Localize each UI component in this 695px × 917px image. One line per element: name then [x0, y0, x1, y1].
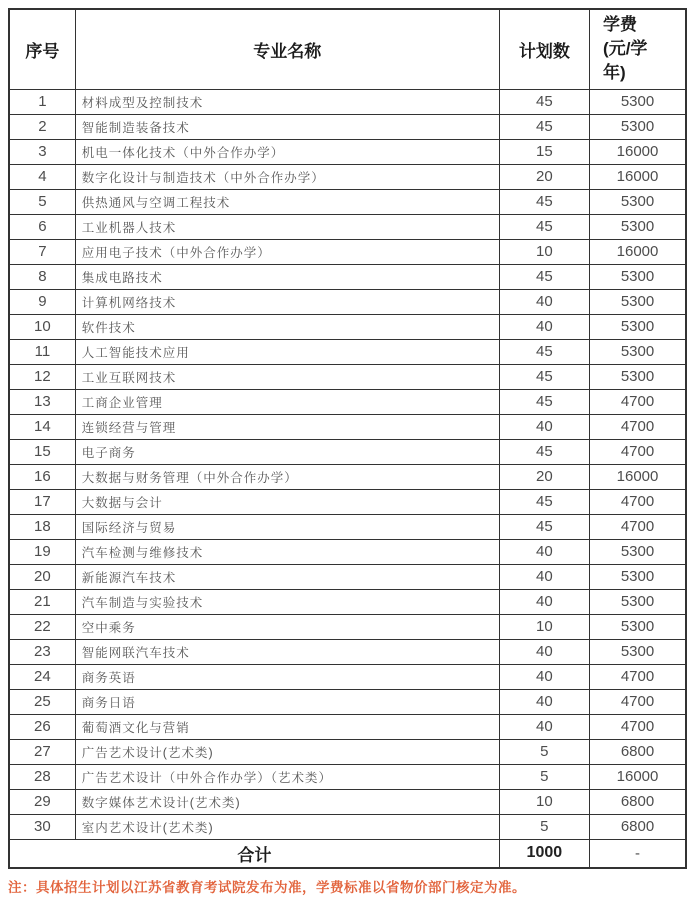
- row-index: 13: [9, 389, 75, 414]
- table-row: [9, 714, 686, 739]
- row-major: 电子商务: [75, 439, 499, 464]
- row-plan: 45: [499, 439, 589, 464]
- row-index: 27: [9, 739, 75, 764]
- row-major: 汽车检测与维修技术: [75, 539, 499, 564]
- row-major: 葡萄酒文化与营销: [75, 714, 499, 739]
- row-major: 空中乘务: [75, 614, 499, 639]
- row-fee: 5300: [590, 264, 686, 289]
- row-fee: 16000: [590, 464, 686, 489]
- row-index: 11: [9, 339, 75, 364]
- row-major: 数字化设计与制造技术（中外合作办学）: [75, 164, 499, 189]
- row-fee: 5300: [590, 114, 686, 139]
- row-index: 10: [9, 314, 75, 339]
- row-major: 集成电路技术: [75, 264, 499, 289]
- row-index: 29: [9, 789, 75, 814]
- row-index: 18: [9, 514, 75, 539]
- row-major: 机电一体化技术（中外合作办学）: [75, 139, 499, 164]
- row-plan: 10: [499, 614, 589, 639]
- table-row: [9, 814, 686, 839]
- row-plan: 40: [499, 539, 589, 564]
- row-plan: 20: [499, 164, 589, 189]
- row-plan: 45: [499, 264, 589, 289]
- table-row: [9, 214, 686, 239]
- table-row: [9, 339, 686, 364]
- row-major: 连锁经营与管理: [75, 414, 499, 439]
- row-major: 人工智能技术应用: [75, 339, 499, 364]
- row-major: 工业互联网技术: [75, 364, 499, 389]
- table-row: [9, 264, 686, 289]
- table-row: [9, 164, 686, 189]
- table-row: [9, 239, 686, 264]
- row-major: 商务英语: [75, 664, 499, 689]
- row-index: 6: [9, 214, 75, 239]
- table-row: [9, 414, 686, 439]
- row-fee: 5300: [590, 89, 686, 114]
- table-row: [9, 89, 686, 114]
- col-header-fee: [590, 9, 686, 89]
- row-fee: 6800: [590, 739, 686, 764]
- table-row: [9, 789, 686, 814]
- row-major: 汽车制造与实验技术: [75, 589, 499, 614]
- row-fee: 4700: [590, 689, 686, 714]
- table-row: [9, 764, 686, 789]
- row-index: 12: [9, 364, 75, 389]
- table-row: [9, 389, 686, 414]
- row-plan: 15: [499, 139, 589, 164]
- row-major: 广告艺术设计(艺术类): [75, 739, 499, 764]
- total-plan-value: 1000: [499, 839, 589, 868]
- row-major: 智能制造装备技术: [75, 114, 499, 139]
- row-index: 25: [9, 689, 75, 714]
- row-plan: 10: [499, 239, 589, 264]
- row-fee: 5300: [590, 614, 686, 639]
- row-major: 大数据与会计: [75, 489, 499, 514]
- row-fee: 5300: [590, 314, 686, 339]
- row-index: 24: [9, 664, 75, 689]
- row-index: 3: [9, 139, 75, 164]
- row-index: 4: [9, 164, 75, 189]
- row-plan: 40: [499, 589, 589, 614]
- row-plan: 5: [499, 764, 589, 789]
- row-index: 17: [9, 489, 75, 514]
- row-index: 15: [9, 439, 75, 464]
- row-fee: 16000: [590, 239, 686, 264]
- row-fee: 6800: [590, 814, 686, 839]
- row-fee: 16000: [590, 764, 686, 789]
- fee-header-line: 年): [603, 63, 626, 83]
- row-fee: 4700: [590, 664, 686, 689]
- row-fee: 4700: [590, 439, 686, 464]
- admission-plan-table: [8, 8, 687, 869]
- fee-header-line: 学费: [603, 15, 638, 35]
- row-plan: 40: [499, 289, 589, 314]
- row-fee: 5300: [590, 189, 686, 214]
- row-plan: 45: [499, 389, 589, 414]
- row-index: 30: [9, 814, 75, 839]
- footnote: 注：具体招生计划以江苏省教育考试院发布为准，学费标准以省物价部门核定为准。: [8, 880, 526, 895]
- row-plan: 40: [499, 564, 589, 589]
- row-plan: 45: [499, 489, 589, 514]
- row-index: 2: [9, 114, 75, 139]
- row-plan: 45: [499, 89, 589, 114]
- row-plan: 5: [499, 739, 589, 764]
- row-fee: 16000: [590, 164, 686, 189]
- row-major: 国际经济与贸易: [75, 514, 499, 539]
- row-major: 广告艺术设计（中外合作办学）（艺术类）: [75, 764, 499, 789]
- row-fee: 16000: [590, 139, 686, 164]
- fee-header-line: (元/学: [603, 39, 648, 59]
- table-row: [9, 489, 686, 514]
- row-index: 22: [9, 614, 75, 639]
- table-row: [9, 739, 686, 764]
- row-index: 26: [9, 714, 75, 739]
- table-row: [9, 114, 686, 139]
- row-fee: 4700: [590, 489, 686, 514]
- row-plan: 45: [499, 514, 589, 539]
- table-row: [9, 314, 686, 339]
- row-fee: 6800: [590, 789, 686, 814]
- total-fee-value: -: [590, 839, 686, 868]
- row-index: 20: [9, 564, 75, 589]
- row-index: 5: [9, 189, 75, 214]
- table-row: [9, 514, 686, 539]
- total-row: [9, 839, 686, 868]
- row-major: 商务日语: [75, 689, 499, 714]
- table-row: [9, 664, 686, 689]
- row-plan: 40: [499, 314, 589, 339]
- table-row: [9, 539, 686, 564]
- row-index: 7: [9, 239, 75, 264]
- table-row: [9, 189, 686, 214]
- row-major: 工业机器人技术: [75, 214, 499, 239]
- table-row: [9, 464, 686, 489]
- row-plan: 45: [499, 114, 589, 139]
- header-row: [9, 9, 686, 89]
- table-row: [9, 589, 686, 614]
- row-index: 8: [9, 264, 75, 289]
- row-fee: 4700: [590, 514, 686, 539]
- row-plan: 40: [499, 714, 589, 739]
- row-major: 新能源汽车技术: [75, 564, 499, 589]
- row-index: 19: [9, 539, 75, 564]
- row-fee: 5300: [590, 364, 686, 389]
- row-major: 智能网联汽车技术: [75, 639, 499, 664]
- row-plan: 40: [499, 689, 589, 714]
- row-plan: 40: [499, 414, 589, 439]
- table-row: [9, 439, 686, 464]
- table-row: [9, 364, 686, 389]
- col-header-index: 序号: [9, 9, 75, 89]
- row-index: 16: [9, 464, 75, 489]
- col-header-plan: 计划数: [499, 9, 589, 89]
- table-row: [9, 564, 686, 589]
- col-header-major: 专业名称: [75, 9, 499, 89]
- row-index: 28: [9, 764, 75, 789]
- row-plan: 20: [499, 464, 589, 489]
- row-fee: 5300: [590, 289, 686, 314]
- row-index: 21: [9, 589, 75, 614]
- row-plan: 40: [499, 639, 589, 664]
- row-major: 数字媒体艺术设计(艺术类): [75, 789, 499, 814]
- row-index: 9: [9, 289, 75, 314]
- row-major: 工商企业管理: [75, 389, 499, 414]
- row-plan: 45: [499, 214, 589, 239]
- row-fee: 5300: [590, 339, 686, 364]
- row-fee: 4700: [590, 714, 686, 739]
- row-fee: 5300: [590, 214, 686, 239]
- table-row: [9, 289, 686, 314]
- table-row: [9, 639, 686, 664]
- row-fee: 5300: [590, 564, 686, 589]
- row-fee: 5300: [590, 539, 686, 564]
- row-major: 软件技术: [75, 314, 499, 339]
- row-plan: 45: [499, 339, 589, 364]
- row-fee: 5300: [590, 589, 686, 614]
- table-row: [9, 689, 686, 714]
- row-plan: 40: [499, 664, 589, 689]
- table-row: [9, 614, 686, 639]
- row-index: 23: [9, 639, 75, 664]
- row-major: 供热通风与空调工程技术: [75, 189, 499, 214]
- row-fee: 4700: [590, 414, 686, 439]
- row-plan: 45: [499, 364, 589, 389]
- row-plan: 45: [499, 189, 589, 214]
- row-index: 14: [9, 414, 75, 439]
- row-major: 材料成型及控制技术: [75, 89, 499, 114]
- row-major: 计算机网络技术: [75, 289, 499, 314]
- row-plan: 5: [499, 814, 589, 839]
- row-major: 室内艺术设计(艺术类): [75, 814, 499, 839]
- row-fee: 4700: [590, 389, 686, 414]
- table-row: [9, 139, 686, 164]
- row-fee: 5300: [590, 639, 686, 664]
- row-plan: 10: [499, 789, 589, 814]
- row-major: 大数据与财务管理（中外合作办学）: [75, 464, 499, 489]
- row-major: 应用电子技术（中外合作办学）: [75, 239, 499, 264]
- total-label: 合计: [9, 839, 499, 868]
- row-index: 1: [9, 89, 75, 114]
